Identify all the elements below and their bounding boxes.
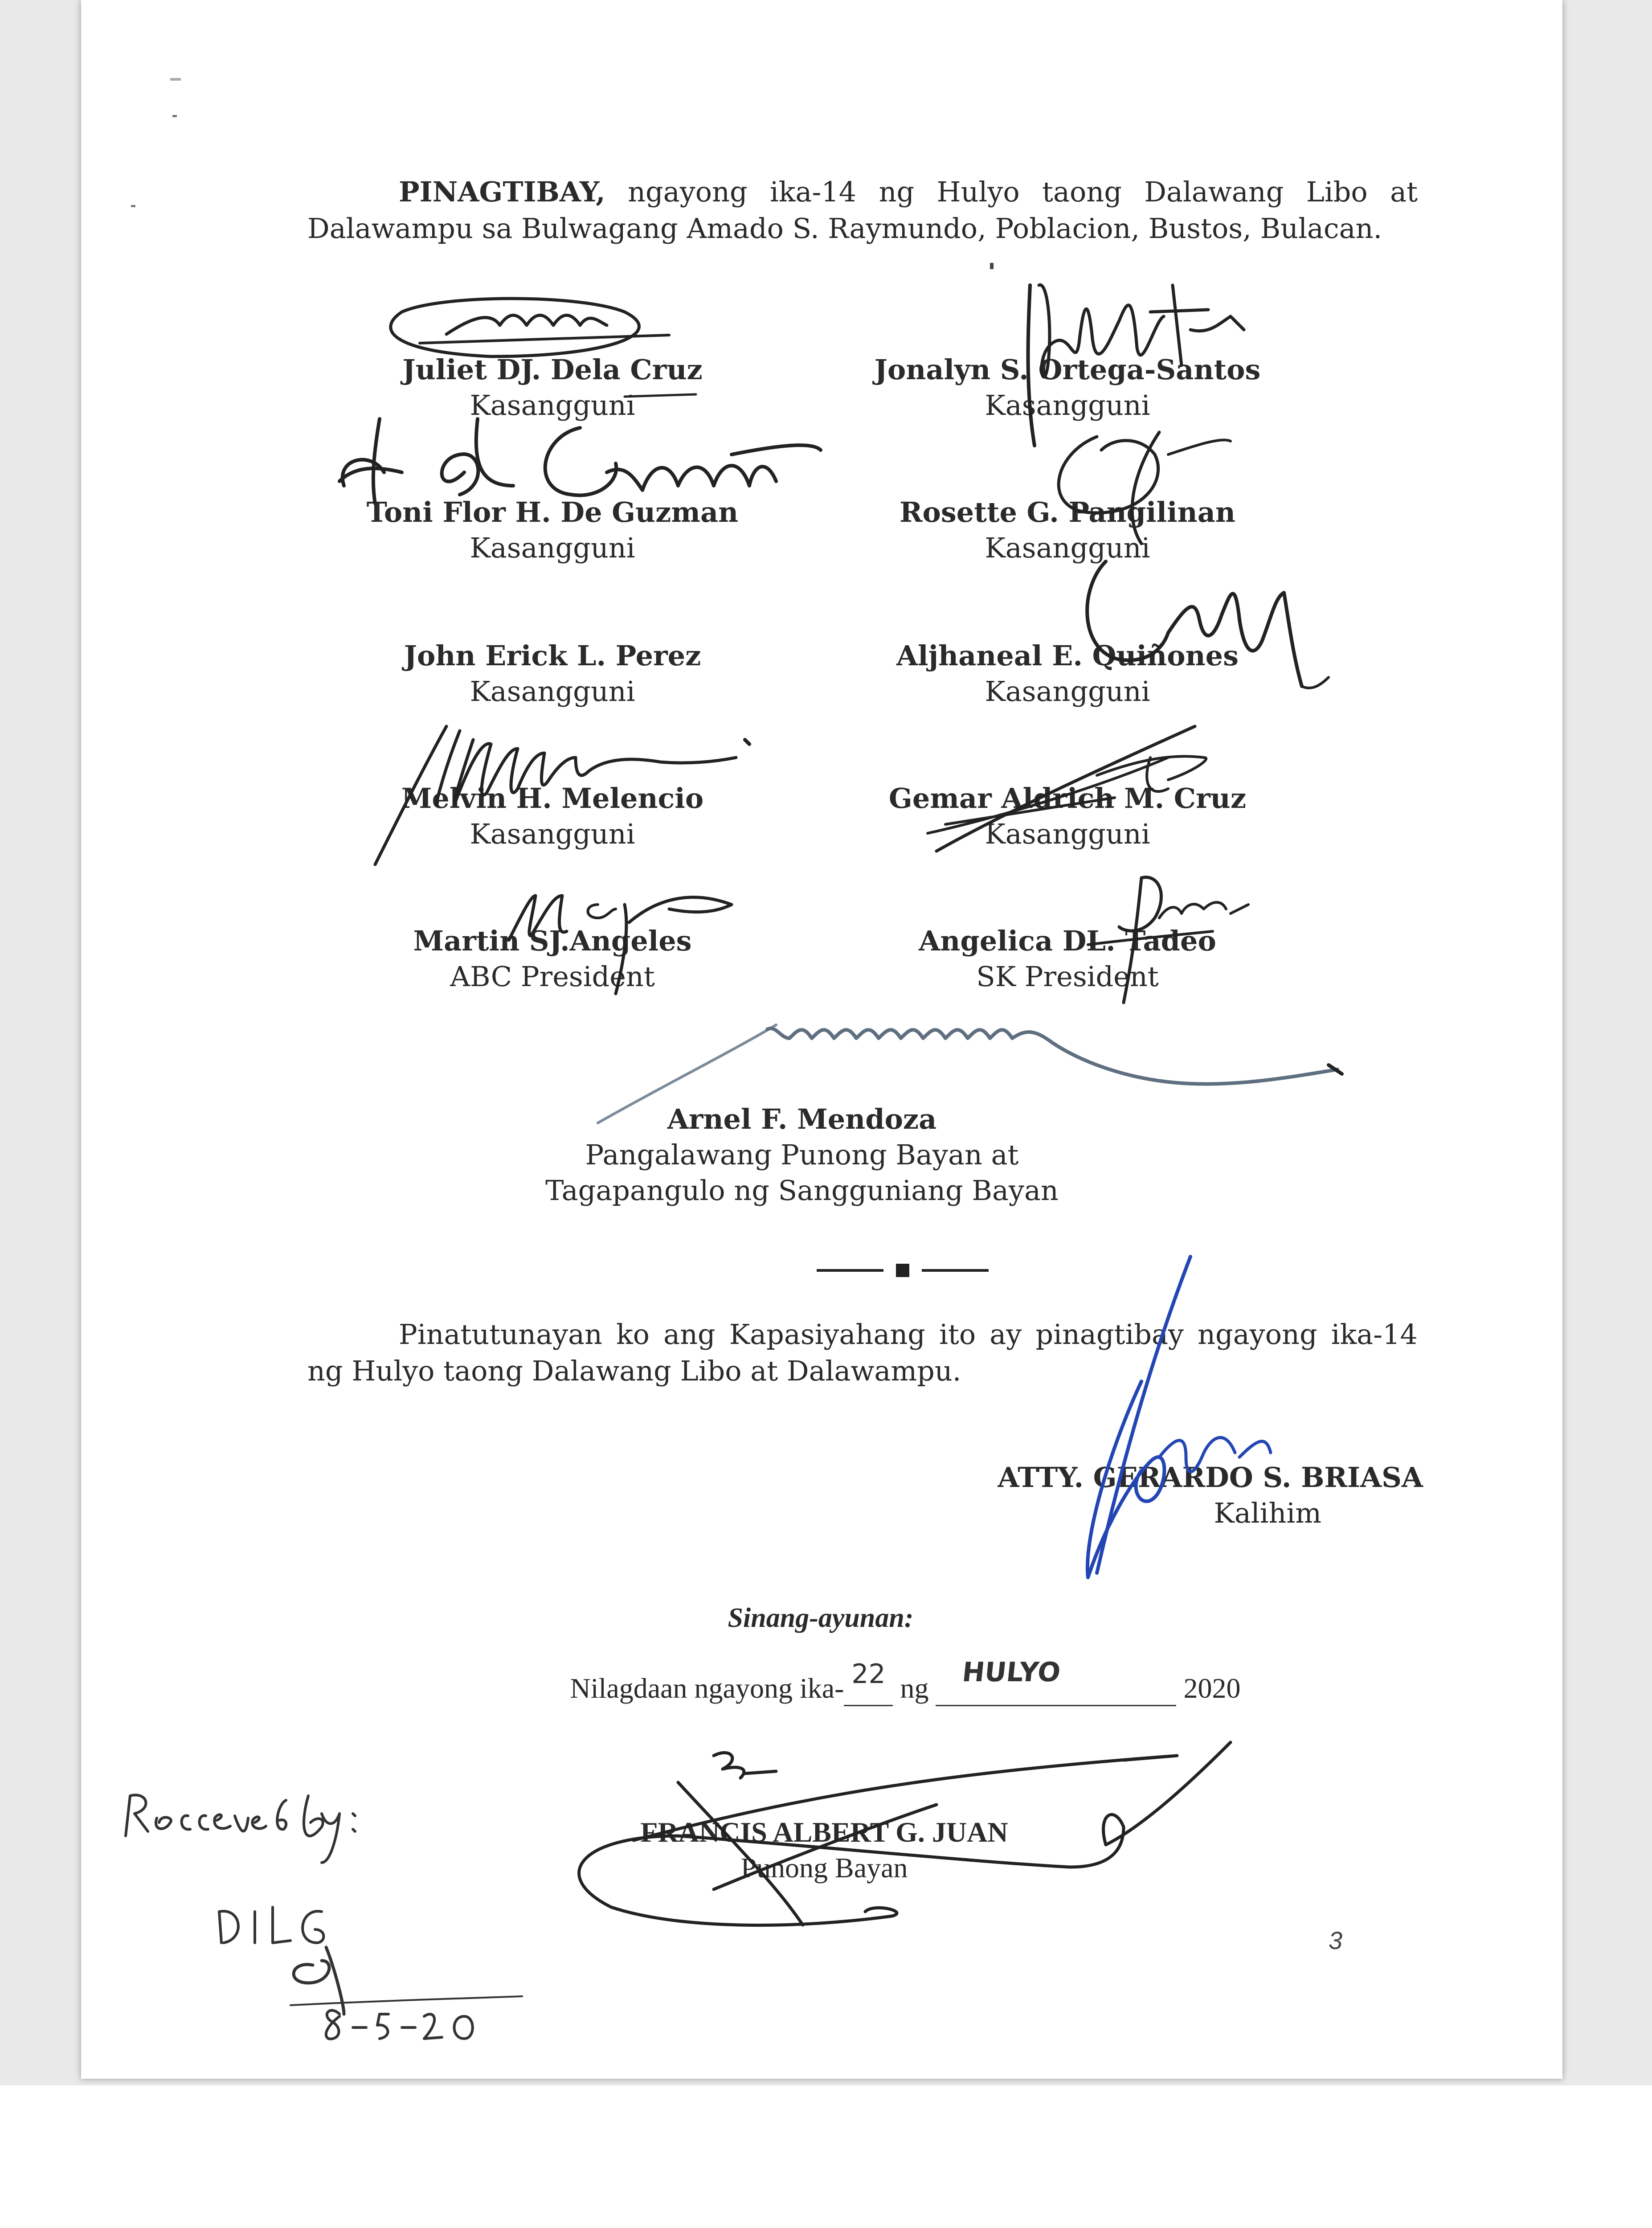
resolution-lead: PINAGTIBAY, <box>399 176 605 208</box>
certification-text: Pinatutunayan ko ang Kapasiyahang ito ay pinagtibay ngayong ika-14 ng Hulyo taong Dalawang Libo at Dalawampu. <box>307 1318 1418 1387</box>
handwritten-received-note <box>112 1773 558 2059</box>
resolution-text: ngayong ika-14 ng Hulyo taong Dalawang Libo at Dalawampu sa Bulwagang Amado S. Raymundo, Poblacion, Bustos, Bulacan. <box>307 176 1418 245</box>
signatory-title: Kasangguni <box>470 675 635 708</box>
signatory-name: Melvin H. Melencio <box>401 782 704 815</box>
signatory-name: Martin SJ.Angeles <box>413 925 692 957</box>
signature-juan <box>491 1733 1257 1947</box>
presiding-officer-name: Arnel F. Mendoza <box>667 1103 937 1135</box>
scan-speck <box>172 115 177 117</box>
signatory-title: ABC President <box>450 960 655 993</box>
signature-toni <box>331 410 856 517</box>
signatory-block <box>330 638 775 709</box>
signature-angelica <box>1052 860 1302 1020</box>
signatory-title: SK President <box>976 960 1159 993</box>
signature-aljhaneal <box>1052 553 1342 713</box>
section-divider <box>817 1262 995 1278</box>
scan-speck <box>990 263 994 269</box>
signatory-name: Aljhaneal E. Quiñones <box>896 639 1239 672</box>
approval-day-field <box>844 1659 893 1706</box>
approval-month-field <box>936 1657 1176 1706</box>
scan-speck <box>131 205 135 207</box>
signatory-name: Angelica DL. Tadeo <box>919 925 1216 957</box>
approval-date-prefix: Nilagdaan ngayong ika- <box>570 1672 844 1704</box>
approval-date-year: 2020 <box>1183 1672 1241 1704</box>
scan-speck <box>170 78 181 81</box>
signature-gemar <box>919 713 1257 864</box>
approval-month: HULYO <box>961 1657 1063 1688</box>
signatory-title: Kasangguni <box>985 818 1150 850</box>
presiding-officer-title-line1: Pangalawang Punong Bayan at <box>585 1139 1019 1171</box>
document-page <box>81 0 1562 2079</box>
mayor-name: FRANCIS ALBERT G. JUAN <box>640 1816 1008 1848</box>
signatory-title: Kasangguni <box>985 532 1150 564</box>
signature-martin <box>482 869 758 1020</box>
approval-date-line <box>438 1657 1373 1706</box>
signature-briasa <box>1017 1248 1293 1586</box>
signatory-title: Kasangguni <box>470 532 635 564</box>
secretary-title: Kalihim <box>1214 1497 1321 1529</box>
secretary-name: ATTY. GERARDO S. BRIASA <box>998 1461 1423 1494</box>
approval-label: Sinang-ayunan: <box>728 1603 914 1633</box>
resolution-paragraph <box>307 174 1418 247</box>
signatory-name: Juliet DJ. Dela Cruz <box>402 353 703 386</box>
signatory-name: Gemar Aldrich M. Cruz <box>888 782 1247 815</box>
signature-melvin <box>357 713 776 882</box>
signatory-name: Rosette G. Pangilinan <box>900 496 1235 528</box>
approval-date-middle: ng <box>900 1672 929 1704</box>
signature-rosette <box>1026 419 1293 553</box>
signatory-title: Kasangguni <box>985 675 1150 708</box>
signatory-name: Toni Flor H. De Guzman <box>366 496 739 528</box>
presiding-officer-title-line2: Tagapangulo ng Sangguniang Bayan <box>545 1174 1059 1207</box>
signatory-title: Kasangguni <box>985 389 1150 422</box>
signatory-title: Kasangguni <box>470 818 635 850</box>
mayor-title: Punong Bayan <box>740 1852 908 1884</box>
signature-arnel <box>589 1012 1355 1136</box>
signatory-name: Jonalyn S. Ortega-Santos <box>874 353 1261 386</box>
signatory-title: Kasangguni <box>470 389 635 422</box>
page-number: 3 <box>1329 1926 1343 1954</box>
signatory-name: John Erick L. Perez <box>404 639 701 672</box>
approval-day: 22 <box>851 1659 886 1690</box>
